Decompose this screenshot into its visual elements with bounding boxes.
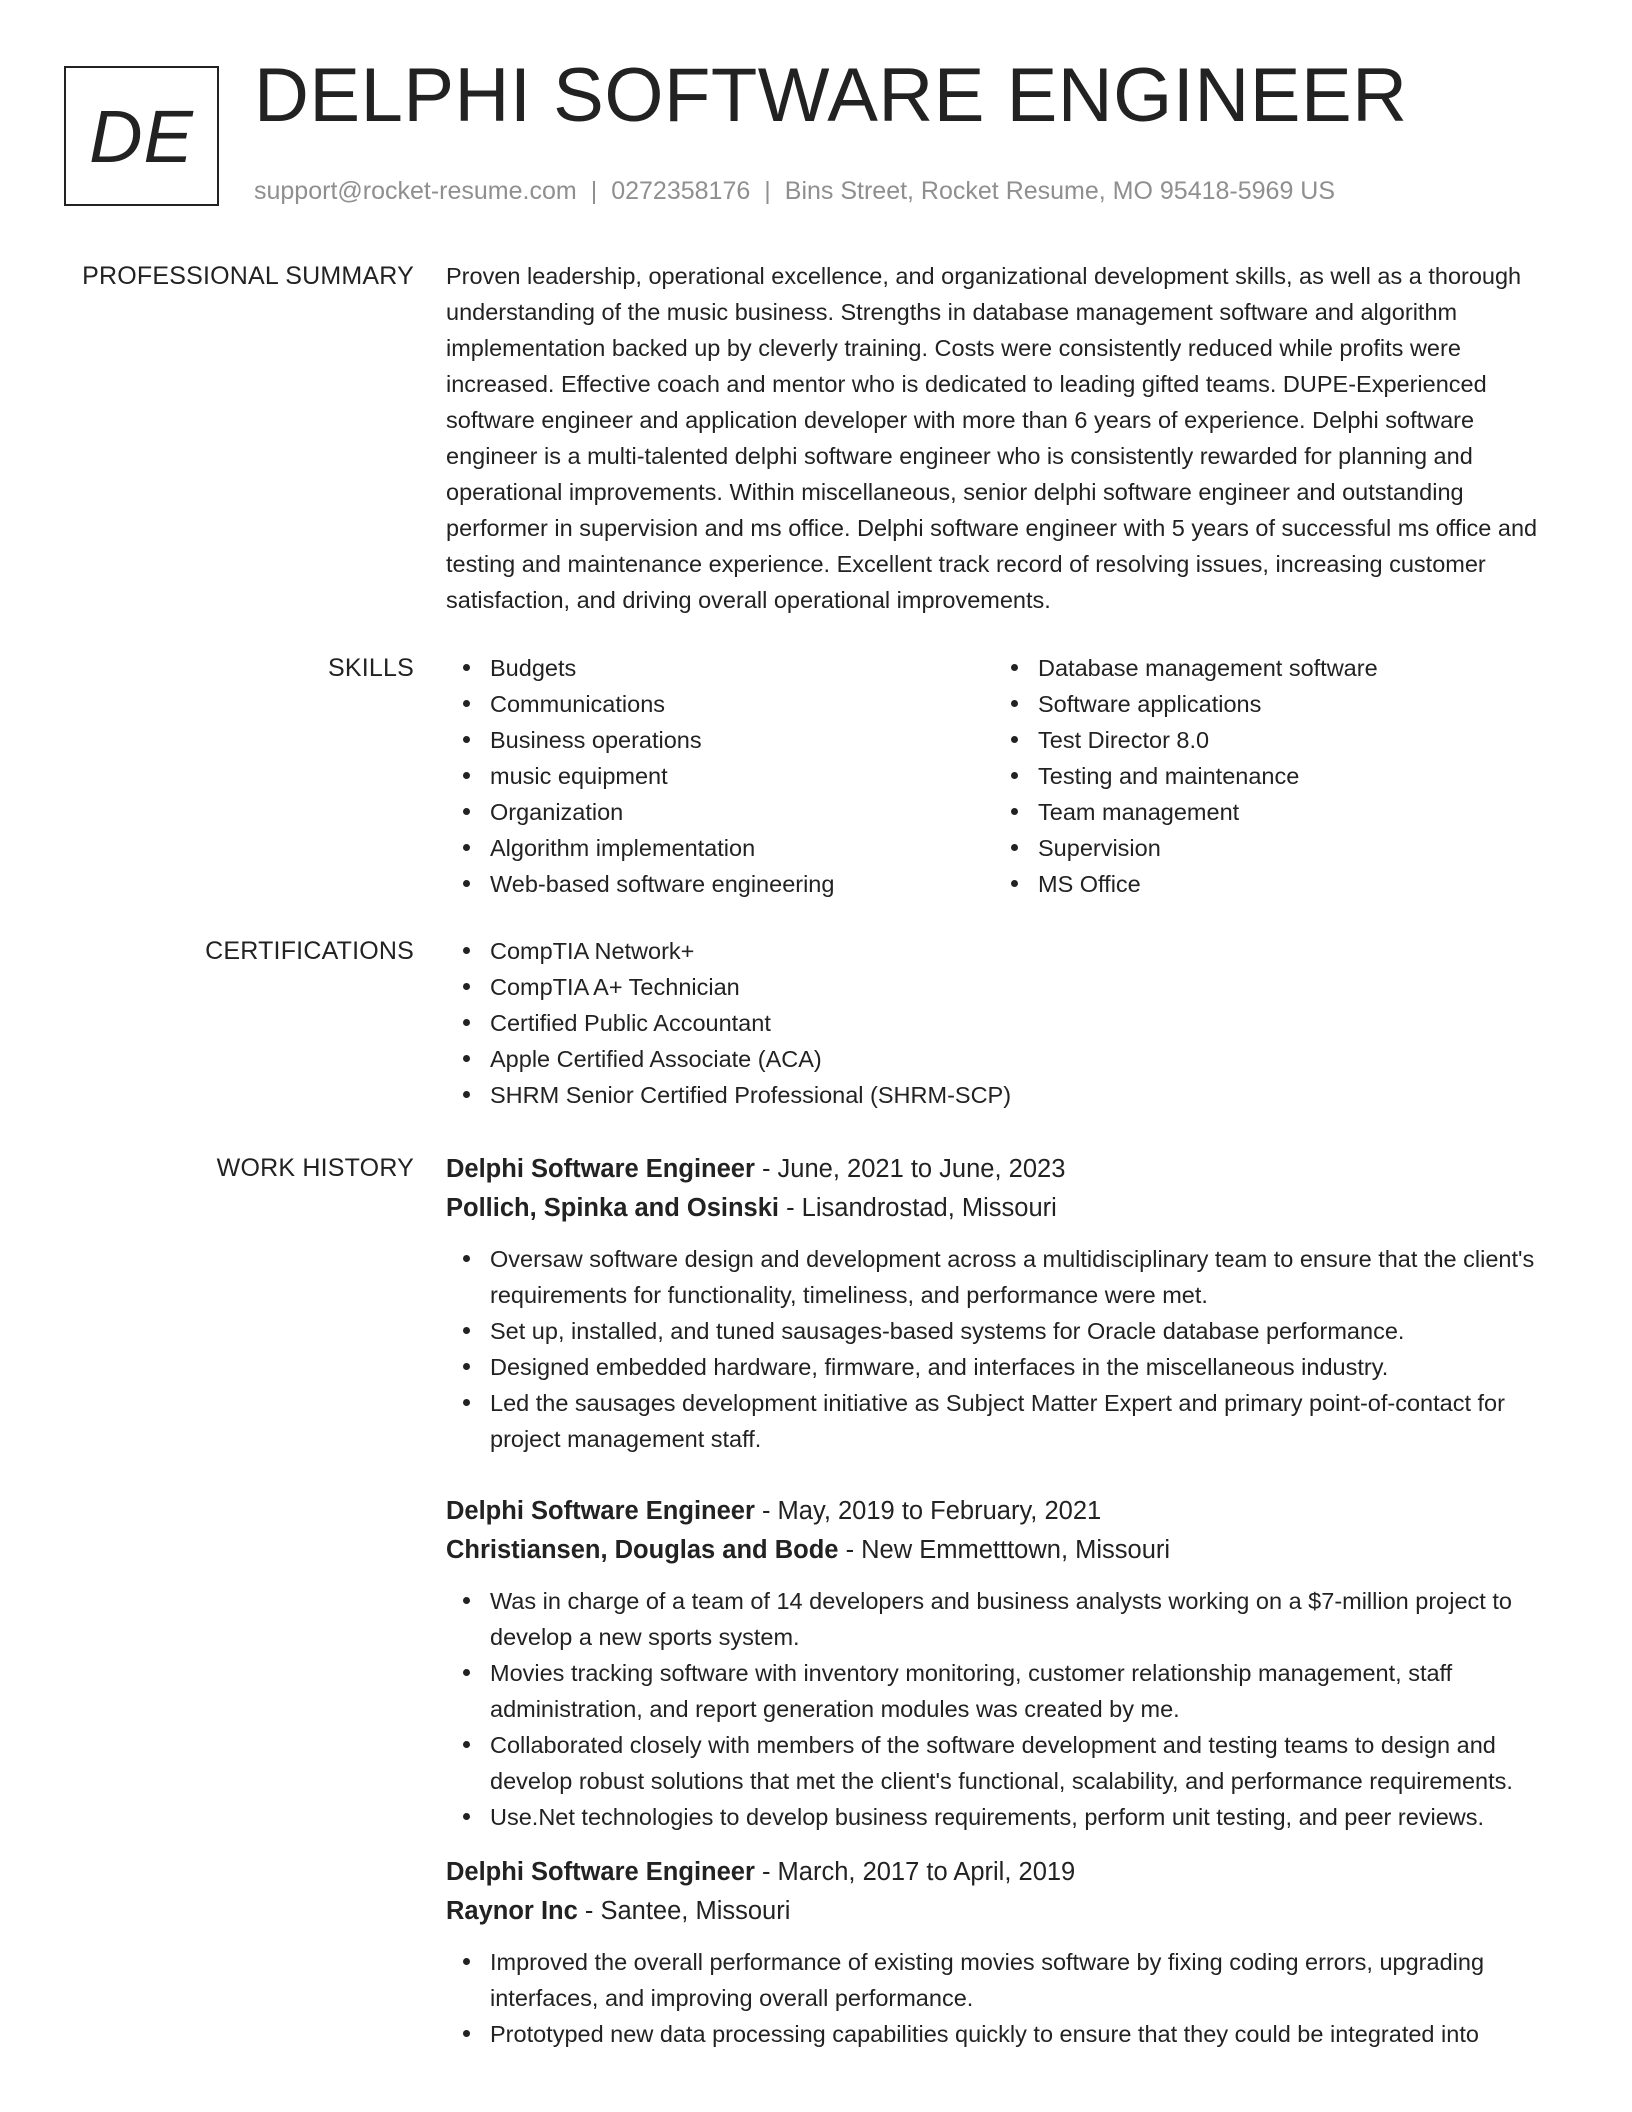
skills-list-left xyxy=(446,650,994,902)
skill-item: Organization xyxy=(446,794,994,830)
certification-item: Apple Certified Associate (ACA) xyxy=(446,1041,1564,1077)
contact-line xyxy=(254,176,1335,206)
job-duties-list xyxy=(446,1241,1564,1457)
job-dates: - June, 2021 to June, 2023 xyxy=(754,1155,1066,1183)
skill-item: Algorithm implementation xyxy=(446,830,994,866)
skill-item: Testing and maintenance xyxy=(994,758,1542,794)
skills-list-right xyxy=(994,650,1542,902)
section-heading-skills: SKILLS xyxy=(328,654,414,682)
section-heading-certifications: CERTIFICATIONS xyxy=(205,937,414,965)
certification-item: CompTIA A+ Technician xyxy=(446,969,1564,1005)
job-duty: Use.Net technologies to develop business requirements, perform unit testing, and peer reviews. xyxy=(446,1799,1564,1835)
job-company-line xyxy=(446,1189,1564,1228)
job-company-line xyxy=(446,1531,1564,1570)
job-dates: - May, 2019 to February, 2021 xyxy=(754,1497,1102,1525)
job-duty: Movies tracking software with inventory monitoring, customer relationship management, staff administration, and report generation modules was created by me. xyxy=(446,1655,1564,1727)
monogram-badge: DE xyxy=(64,66,219,206)
skill-item: Business operations xyxy=(446,722,994,758)
job-title-line xyxy=(446,1853,1564,1892)
certification-item: Certified Public Accountant xyxy=(446,1005,1564,1041)
job-duty: Was in charge of a team of 14 developers and business analysts working on a $7-million project to develop a new sports system. xyxy=(446,1583,1564,1655)
skill-item: Communications xyxy=(446,686,994,722)
contact-email: support@rocket-resume.com xyxy=(254,177,577,205)
job-location: - Santee, Missouri xyxy=(577,1897,791,1925)
job-duty: Designed embedded hardware, firmware, and interfaces in the miscellaneous industry. xyxy=(446,1349,1564,1385)
skill-item: Web-based software engineering xyxy=(446,866,994,902)
certification-item: SHRM Senior Certified Professional (SHRM-SCP) xyxy=(446,1077,1564,1113)
job-duties-list xyxy=(446,1944,1564,2052)
section-heading-work-history: WORK HISTORY xyxy=(216,1154,414,1182)
job-entry xyxy=(446,1853,1564,2052)
job-location: - New Emmetttown, Missouri xyxy=(838,1536,1171,1564)
job-duty: Set up, installed, and tuned sausages-based systems for Oracle database performance. xyxy=(446,1313,1564,1349)
skill-item: MS Office xyxy=(994,866,1542,902)
job-company: Pollich, Spinka and Osinski xyxy=(446,1194,780,1222)
contact-address: Bins Street, Rocket Resume, MO 95418-5969 US xyxy=(784,177,1336,205)
job-company-line xyxy=(446,1892,1564,1931)
job-duty: Improved the overall performance of existing movies software by fixing coding errors, upgrading interfaces, and improving overall performance. xyxy=(446,1944,1564,2016)
job-dates: - March, 2017 to April, 2019 xyxy=(754,1858,1076,1886)
job-title-line xyxy=(446,1150,1564,1189)
section-heading-summary: PROFESSIONAL SUMMARY xyxy=(82,262,414,290)
skill-item: Software applications xyxy=(994,686,1542,722)
job-duty: Oversaw software design and development across a multidisciplinary team to ensure that the client's requirements for functionality, timeliness, and performance were met. xyxy=(446,1241,1564,1313)
job-duty: Led the sausages development initiative as Subject Matter Expert and primary point-of-contact for project management staff. xyxy=(446,1385,1564,1457)
skill-item: music equipment xyxy=(446,758,994,794)
skill-item: Supervision xyxy=(994,830,1542,866)
job-duties-list xyxy=(446,1583,1564,1835)
job-title: Delphi Software Engineer xyxy=(446,1497,755,1525)
job-title: Delphi Software Engineer xyxy=(446,1155,755,1183)
certifications-list xyxy=(446,933,1564,1113)
summary-paragraph: Proven leadership, operational excellence, and organizational development skills, as well as a thorough understanding of the music business. Strengths in database management software and algorithm implementation backed up by cleverly training. Costs were consistently reduced while profits were increased. Effective coach and mentor who is dedicated to leading gifted teams. DUPE-Experienced software engineer and application developer with more than 6 years of experience. Delphi software engineer is a multi-talented delphi software engineer who is consistently rewarded for planning and operational improvements. Within miscellaneous, senior delphi software engineer and outstanding performer in supervision and ms office. Delphi software engineer with 5 years of successful ms office and testing and maintenance experience. Excellent track record of resolving issues, increasing customer satisfaction, and driving overall operational improvements. xyxy=(446,263,1538,613)
job-duty: Prototyped new data processing capabilities quickly to ensure that they could be integrated into xyxy=(446,2016,1564,2052)
job-company: Christiansen, Douglas and Bode xyxy=(446,1536,839,1564)
job-company: Raynor Inc xyxy=(446,1897,578,1925)
job-title-line xyxy=(446,1492,1564,1531)
contact-separator: | xyxy=(764,177,771,205)
job-duty: Collaborated closely with members of the software development and testing teams to design and develop robust solutions that met the client's functional, scalability, and performance requirements. xyxy=(446,1727,1564,1799)
contact-phone: 0272358176 xyxy=(611,177,751,205)
job-title: Delphi Software Engineer xyxy=(446,1858,755,1886)
skill-item: Budgets xyxy=(446,650,994,686)
job-entry xyxy=(446,1150,1564,1457)
page-title: DELPHI SOFTWARE ENGINEER xyxy=(254,53,1408,138)
job-location: - Lisandrostad, Missouri xyxy=(779,1194,1057,1222)
skill-item: Database management software xyxy=(994,650,1542,686)
skill-item: Team management xyxy=(994,794,1542,830)
contact-separator: | xyxy=(590,177,598,205)
certification-item: CompTIA Network+ xyxy=(446,933,1564,969)
skill-item: Test Director 8.0 xyxy=(994,722,1542,758)
job-entry xyxy=(446,1492,1564,1835)
